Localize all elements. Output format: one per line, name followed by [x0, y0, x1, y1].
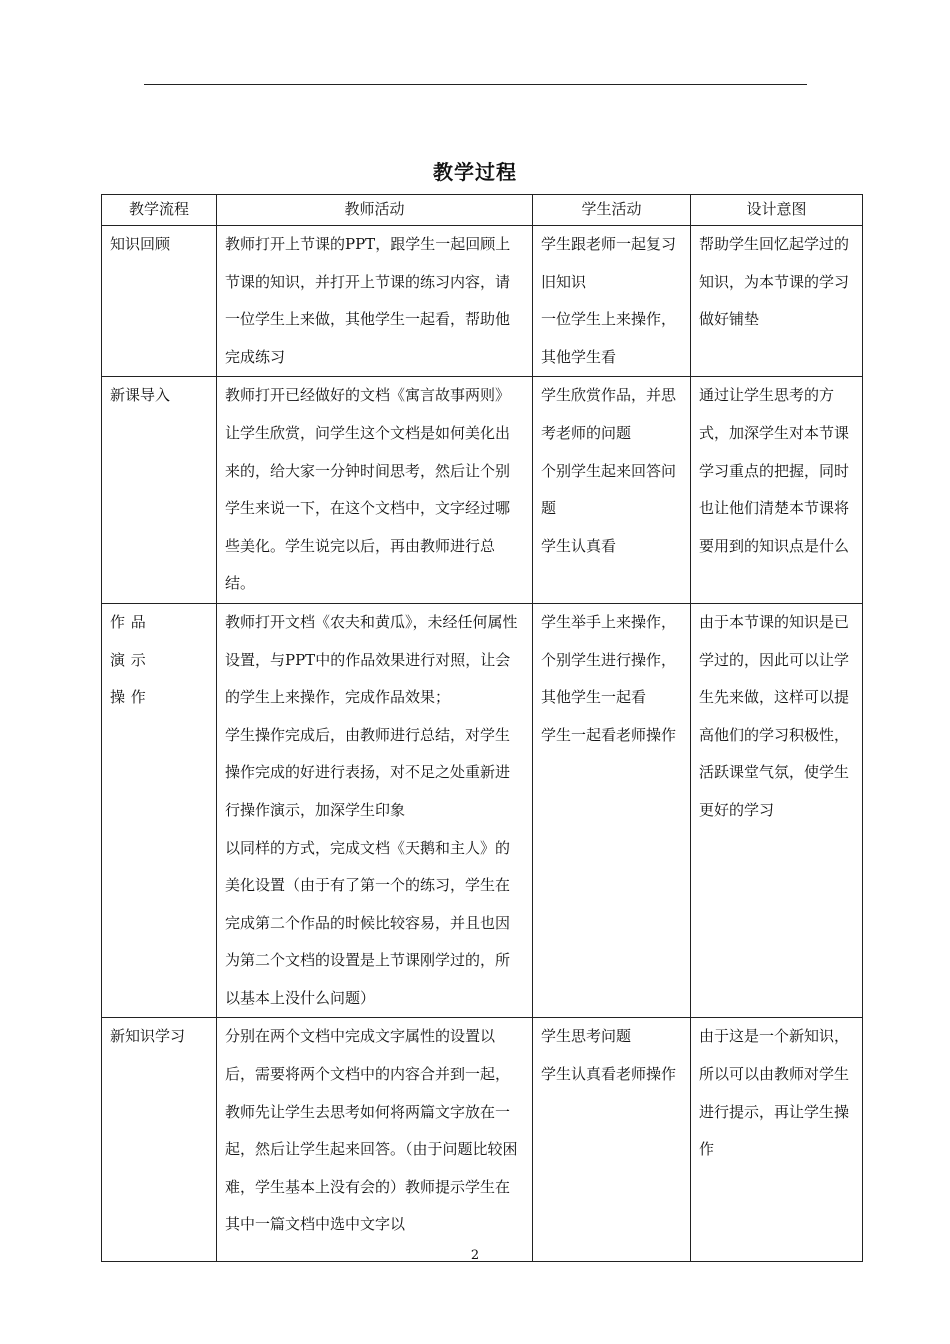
teacher-cell — [217, 603, 533, 1018]
lesson-process-table — [101, 194, 863, 1262]
header-design-intent: 设计意图 — [691, 195, 863, 226]
intent-cell — [691, 377, 863, 604]
teacher-cell — [217, 226, 533, 377]
student-text: 学生欣赏作品，并思考老师的问题 个别学生起来回答问题 学生认真看 — [541, 386, 677, 555]
stage-text: 新课导入 — [110, 386, 171, 405]
teacher-cell — [217, 1018, 533, 1262]
stage-cell — [102, 226, 217, 377]
intent-text: 由于本节课的知识是已学过的，因此可以让学生先来做，这样可以提高他们的学习积极性，活跃课堂气氛，使学生更好的学习 — [699, 612, 850, 819]
stage-cell — [102, 377, 217, 604]
table-row — [102, 603, 863, 1018]
student-cell — [533, 603, 691, 1018]
teacher-cell — [217, 377, 533, 604]
header-student-activity: 学生活动 — [533, 195, 691, 226]
intent-cell — [691, 226, 863, 377]
teacher-text: 分别在两个文档中完成文字属性的设置以后，需要将两个文档中的内容合并到一起，教师先让学生去思考如何将两篇文字放在一起，然后让学生起来回答。（由于问题比较困难，学生基本上没有会的）教师提示学生在其中一篇文档中选中文字以 — [225, 1027, 518, 1234]
stage-text: 知识回顾 — [110, 235, 171, 253]
table-row — [102, 1018, 863, 1262]
stage-text: 新知识学习 — [110, 1027, 186, 1046]
student-text: 学生跟老师一起复习旧知识 一位学生上来操作，其他学生看 — [541, 235, 677, 366]
intent-cell — [691, 1018, 863, 1262]
student-text: 学生举手上来操作，个别学生进行操作，其他学生一起看 学生一起看老师操作 — [541, 612, 677, 744]
student-cell — [533, 377, 691, 604]
stage-cell — [102, 1018, 217, 1262]
header-rule — [144, 84, 807, 85]
teacher-text: 教师打开上节课的PPT，跟学生一起回顾上节课的知识，并打开上节课的练习内容，请一位学生上来做，其他学生一起看，帮助他完成练习 — [225, 235, 511, 366]
intent-cell — [691, 603, 863, 1018]
intent-text: 通过让学生思考的方式，加深学生对本节课学习重点的把握，同时也让他们清楚本节课将要用到的知识点是什么 — [699, 386, 850, 555]
page-number: 2 — [470, 1248, 480, 1263]
teacher-text: 教师打开文档《农夫和黄瓜》，未经任何属性设置，与PPT中的作品效果进行对照，让会的学生上来操作，完成作品效果； 学生操作完成后，由教师进行总结，对学生操作完成的好进行表扬，对不足之处重新进行操作演示，加深学生印象 以同样的方式，完成文档《天鹅和主人》的美化设置（由于有了第一个的练习，学生在完成第二个作品的时候比较容易，并且也因为第二个文档的设置是上节课刚学过的，所以基本上没什么问题） — [225, 612, 518, 1007]
intent-text: 帮助学生回忆起学过的知识，为本节课的学习做好铺垫 — [699, 235, 850, 329]
student-cell — [533, 1018, 691, 1262]
intent-text: 由于这是一个新知识，所以可以由教师对学生进行提示，再让学生操作 — [699, 1027, 850, 1159]
table-row — [102, 226, 863, 377]
table-row — [102, 377, 863, 604]
header-teacher-activity: 教师活动 — [217, 195, 533, 226]
stage-text: 作品演示操作 — [110, 612, 152, 707]
page-title: 教学过程 — [433, 160, 517, 184]
student-text: 学生思考问题 学生认真看老师操作 — [541, 1027, 677, 1084]
stage-cell — [102, 603, 217, 1018]
student-cell — [533, 226, 691, 377]
header-stage: 教学流程 — [102, 195, 217, 226]
table-header-row — [102, 195, 863, 226]
teacher-text: 教师打开已经做好的文档《寓言故事两则》让学生欣赏，问学生这个文档是如何美化出来的，给大家一分钟时间思考，然后让个别学生来说一下，在这个文档中，文字经过哪些美化。学生说完以后，再由教师进行总结。 — [225, 386, 511, 593]
